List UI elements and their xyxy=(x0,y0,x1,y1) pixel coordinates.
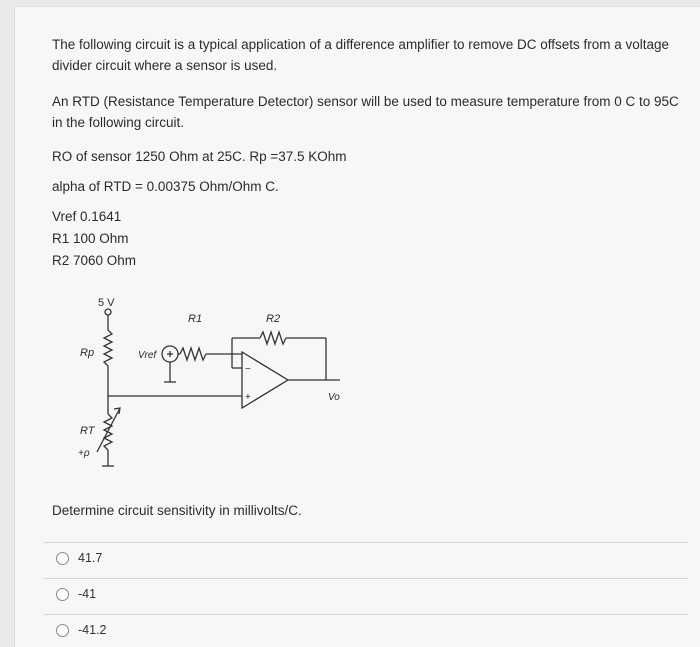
r2-label: R2 xyxy=(266,313,281,325)
rt-suffix: +ρ xyxy=(78,448,90,459)
given-values xyxy=(52,206,136,272)
radio-icon[interactable] xyxy=(56,588,69,601)
answer-option-3[interactable] xyxy=(44,614,688,645)
supply-label: 5 V xyxy=(98,297,115,309)
answer-option-label: 41.7 xyxy=(78,551,103,565)
vref-value: Vref 0.1641 xyxy=(52,209,122,224)
radio-icon[interactable] xyxy=(56,552,69,565)
opamp-minus-label: − xyxy=(245,364,251,375)
r2-resistor xyxy=(260,332,286,344)
question-intro: The following circuit is a typical application of a difference amplifier to remove DC offsets from a voltage divider circuit where a sensor is used. xyxy=(52,37,670,73)
radio-icon[interactable] xyxy=(56,624,69,637)
r1-value: R1 100 Ohm xyxy=(52,231,129,246)
supply-terminal xyxy=(105,309,111,315)
alpha-text: alpha of RTD = 0.00375 Ohm/Ohm C. xyxy=(52,179,279,194)
answer-option-label: -41 xyxy=(78,587,97,601)
rp-label: Rp xyxy=(80,347,95,359)
answer-option-1[interactable] xyxy=(44,542,688,573)
answer-option-label: -41.2 xyxy=(78,623,107,637)
question-rtd-description: An RTD (Resistance Temperature Detector) sensor will be used to measure temperature from 0 C to 95C in the following circuit. xyxy=(52,94,679,130)
answer-option-2[interactable] xyxy=(44,578,688,609)
sensor-params: RO of sensor 1250 Ohm at 25C. Rp =37.5 KOhm xyxy=(52,149,347,164)
rp-resistor xyxy=(104,330,112,366)
vref-label: Vref xyxy=(138,350,157,361)
opamp-plus-label: + xyxy=(245,392,251,403)
question-prompt: Determine circuit sensitivity in millivolts/C. xyxy=(52,503,302,518)
r2-value: R2 7060 Ohm xyxy=(52,253,137,268)
r1-resistor xyxy=(180,348,206,360)
vo-label: Vo xyxy=(328,392,340,403)
circuit-diagram xyxy=(50,288,350,488)
r1-label: R1 xyxy=(188,313,203,325)
rt-label: RT xyxy=(80,425,95,437)
